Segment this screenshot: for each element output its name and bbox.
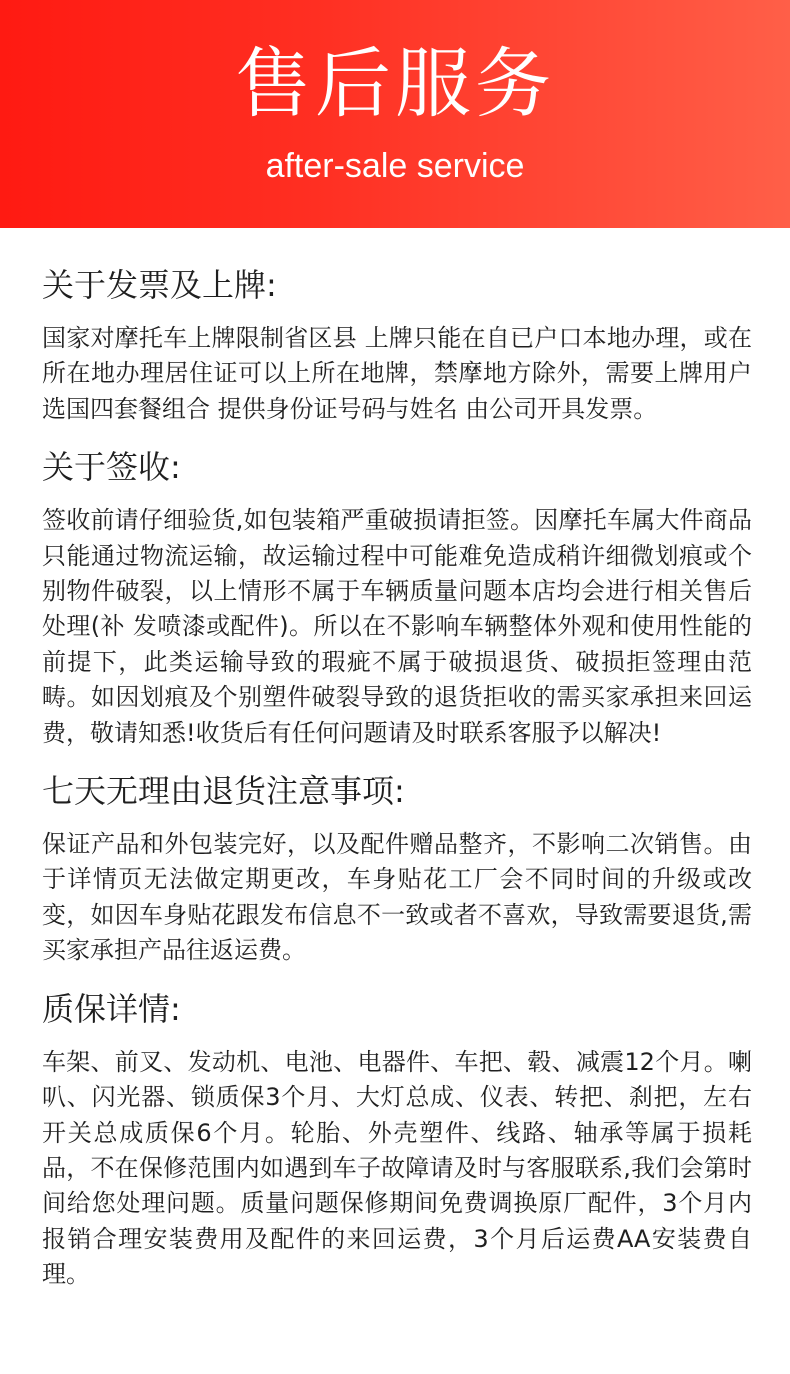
- section-heading: 关于发票及上牌:: [42, 266, 277, 304]
- section-heading: 七天无理由退货注意事项:: [42, 772, 405, 811]
- header-banner: [0, 0, 790, 228]
- section-heading: 质保详情:: [42, 989, 181, 1028]
- section-heading: 关于签收:: [42, 448, 181, 487]
- main-content: [0, 228, 790, 1293]
- section-body: 保证产品和外包装完好，以及配件赠品整齐，不影响二次销售。由于详情页无法做定期更改，车身贴花工厂会不同时间的升级或改变，如因车身贴花跟发布信息不一致或者不喜欢，导致需要退货,需买家承担产品往返运费。: [42, 830, 752, 965]
- section-invoice-plate: [42, 265, 752, 427]
- section-body: 国家对摩托车上牌限制省区县 上牌只能在自已户口本地办理，或在所在地办理居住证可以上所在地牌，禁摩地方除外，需要上牌用户选国四套餐组合 提供身份证号码与姓名 由公司开具发票。: [42, 324, 752, 423]
- section-receipt: [42, 447, 752, 751]
- page-title: 售后服务: [235, 39, 555, 128]
- section-seven-day-return: [42, 771, 752, 969]
- page-subtitle: after-sale service: [265, 147, 525, 185]
- section-warranty: [42, 989, 752, 1293]
- section-body: 车架、前叉、发动机、电池、电器件、车把、毂、减震12个月。喇叭、闪光器、锁质保3个月、大灯总成、仪表、转把、刹把，左右开关总成质保6个月。轮胎、外壳塑件、线路、轴承等属于损耗品，不在保修范围内如遇到车子故障请及时与客服联系,我们会第时间给您处理问题。质量问题保修期间免费调换原厂配件，3个月内报销合理安装费用及配件的来回运费，3个月后运费AA安装费自理。: [42, 1047, 752, 1289]
- section-body: 签收前请仔细验货,如包装箱严重破损请拒签。因摩托车属大件商品只能通过物流运输，故运输过程中可能难免造成稍许细微划痕或个别物件破裂，以上情形不属于车辆质量问题本店均会进行相关售后处理(补 发喷漆或配件)。所以在不影响车辆整体外观和使用性能的前提下，此类运输导致的瑕疵不属于破损退货、破损拒签理由范畴。如因划痕及个别塑件破裂导致的退货拒收的需买家承担来回运费，敬请知悉!收货后有任何问题请及时联系客服予以解决!: [42, 506, 752, 747]
